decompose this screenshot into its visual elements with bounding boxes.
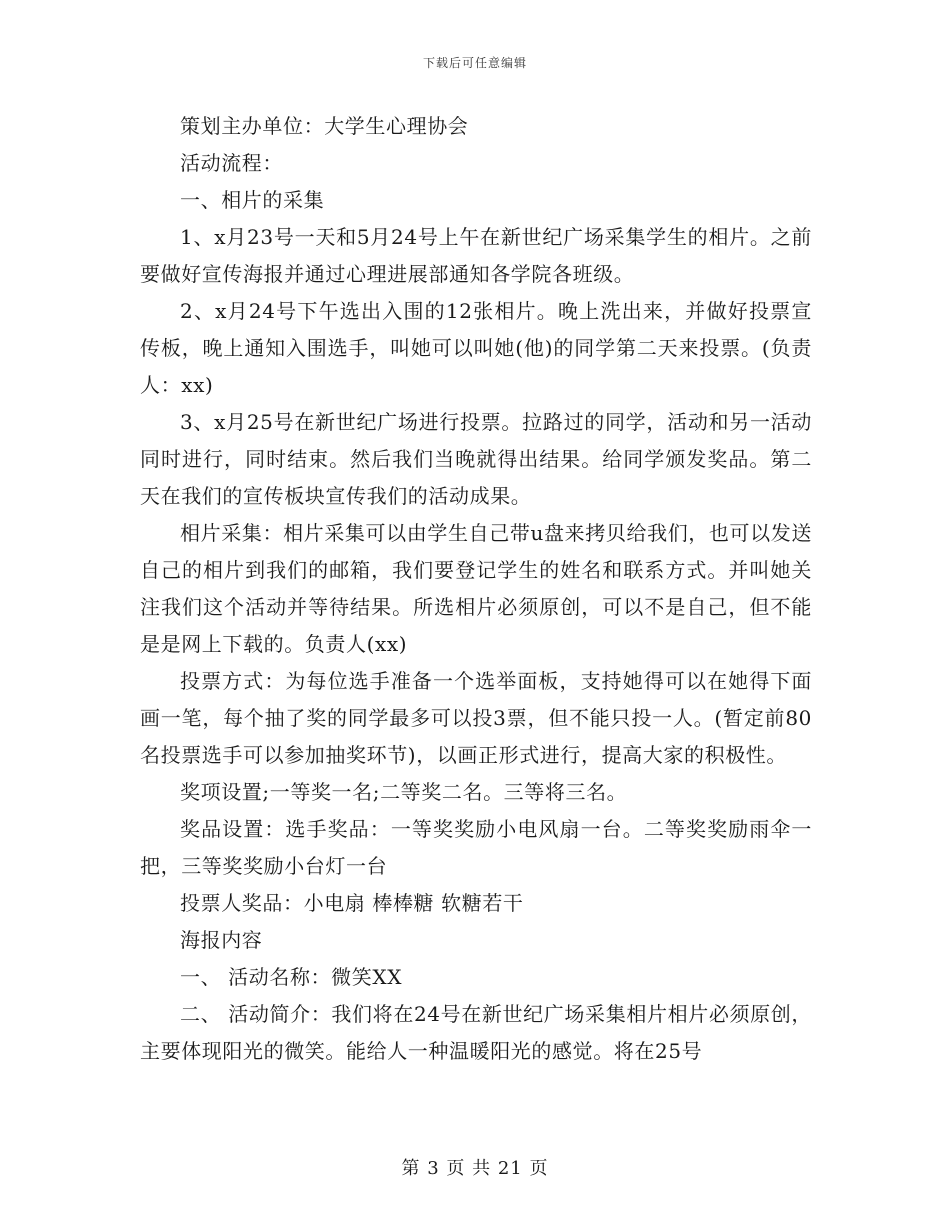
paragraph-activity-intro: 二、 活动简介：我们将在24号在新世纪广场采集相片相片必须原创，主要体现阳光的微笑。能给人一种温暖阳光的感觉。将在25号: [140, 1002, 812, 1063]
paragraph-voter-prizes: 投票人奖品：小电扇 棒棒糖 软糖若干: [180, 891, 524, 915]
paragraph-step-2: 2、x月24号下午选出入围的12张相片。晚上洗出来，并做好投票宣传板，晚上通知入围选手，叫她可以叫她(他)的同学第二天来投票。(负责人：xx): [140, 299, 812, 397]
paragraph-activity-name: 一、 活动名称：微笑XX: [180, 965, 403, 989]
paragraph-section-one-heading: 一、相片的采集: [180, 188, 325, 212]
paragraph-voting-method: 投票方式：为每位选手准备一个选举面板，支持她得可以在她得下面画一笔，每个抽了奖的同学最多可以投3票，但不能只投一人。(暂定前80名投票选手可以参加抽奖环节)，以画正形式进行，提高大家的积极性。: [140, 669, 812, 767]
paragraph-photo-collection: 相片采集：相片采集可以由学生自己带u盘来拷贝给我们，也可以发送自己的相片到我们的邮箱，我们要登记学生的姓名和联系方式。并叫她关注我们这个活动并等待结果。所选相片必须原创，可以不是自己，但不能是是网上下载的。负责人(xx): [140, 521, 812, 656]
paragraph-organizer: 策划主办单位：大学生心理协会: [180, 114, 469, 138]
paragraph-step-3: 3、x月25号在新世纪广场进行投票。拉路过的同学，活动和另一活动同时进行，同时结束。然后我们当晚就得出结果。给同学颁发奖品。第二天在我们的宣传板块宣传我们的活动成果。: [140, 410, 812, 508]
page-footer: 第 3 页 共 21 页: [401, 1158, 549, 1179]
paragraph-process-heading: 活动流程：: [180, 151, 283, 175]
document-body: [140, 108, 812, 1070]
page-header: 下载后可任意编辑: [422, 56, 527, 70]
paragraph-award-setup: 奖项设置;一等奖一名;二等奖二名。三等将三名。: [180, 780, 628, 804]
paragraph-poster-content: 海报内容: [180, 928, 263, 952]
paragraph-step-1: 1、x月23号一天和5月24号上午在新世纪广场采集学生的相片。之前要做好宣传海报并通过心理进展部通知各学院各班级。: [140, 225, 812, 286]
paragraph-prize-setup: 奖品设置：选手奖品：一等奖奖励小电风扇一台。二等奖奖励雨伞一把，三等奖奖励小台灯一台: [140, 817, 812, 878]
